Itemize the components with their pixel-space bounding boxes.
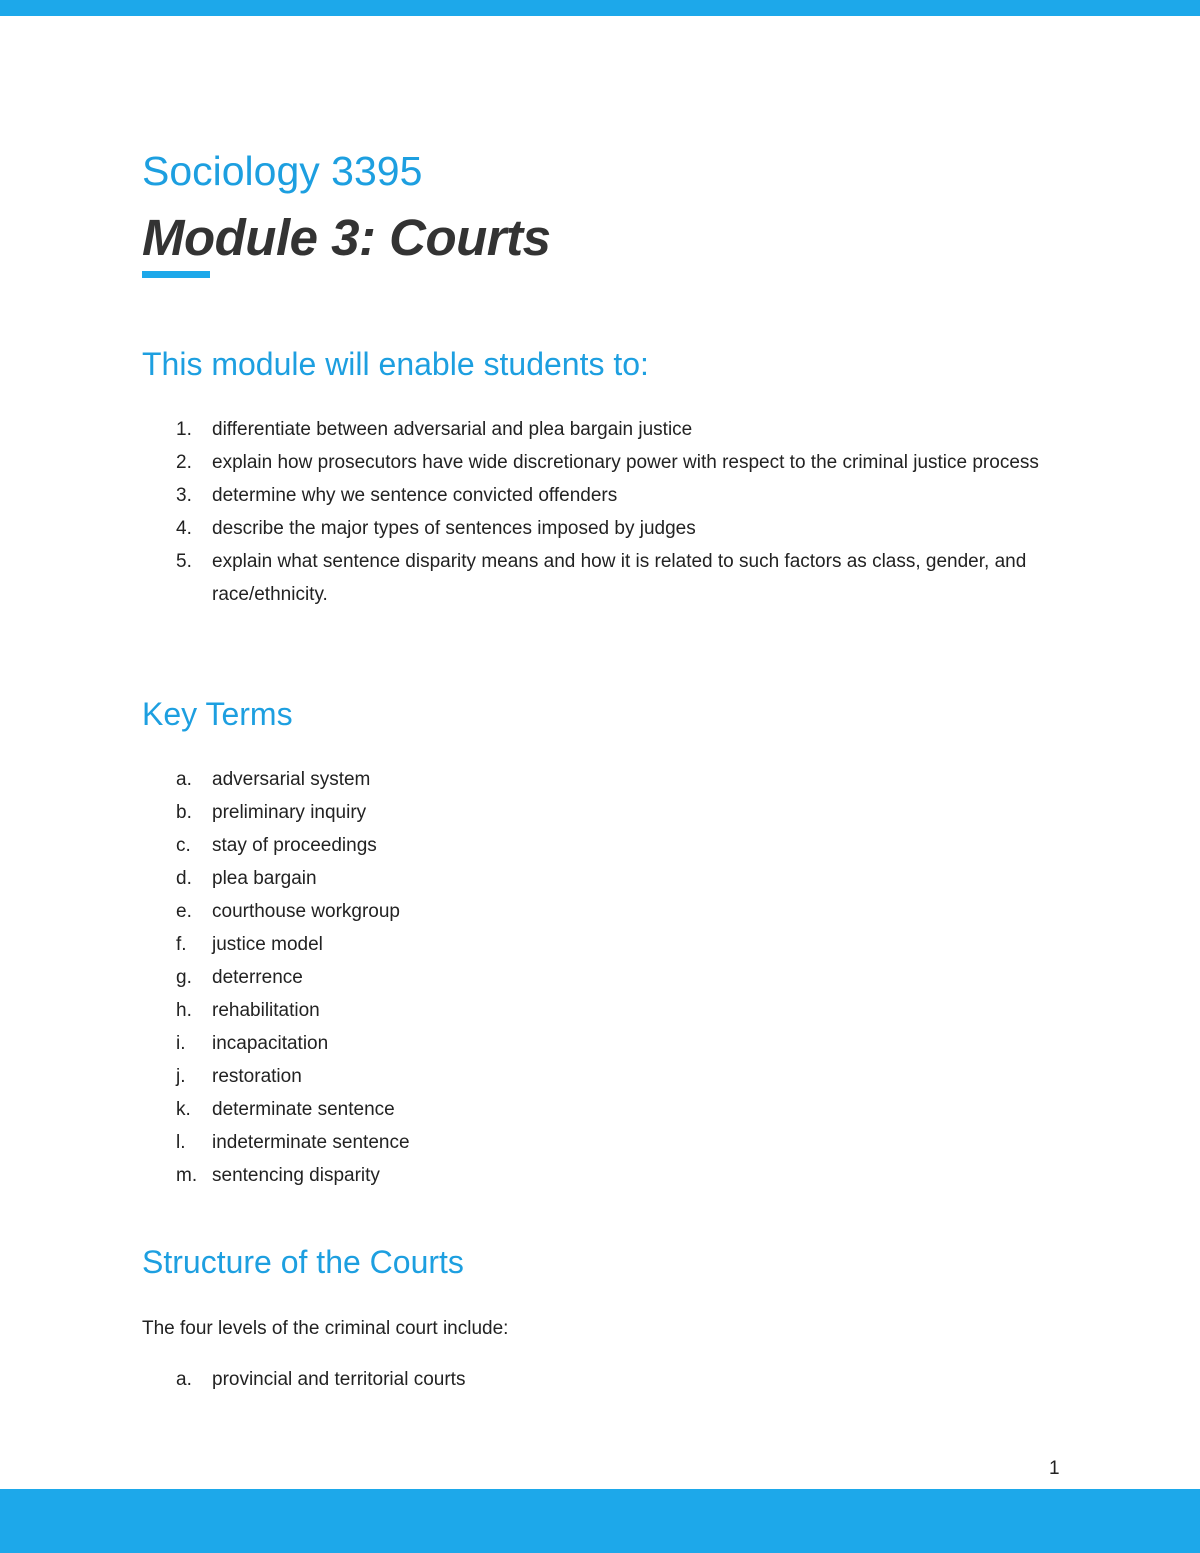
list-item-text: rehabilitation: [212, 1000, 320, 1021]
list-item: [142, 796, 1042, 829]
list-marker: d.: [176, 868, 192, 889]
list-marker: b.: [176, 802, 192, 823]
course-title: Sociology 3395: [142, 148, 423, 194]
module-title: Module 3: Courts: [142, 209, 551, 266]
structure-intro: The four levels of the criminal court include:: [142, 1318, 509, 1339]
list-item-text: preliminary inquiry: [212, 802, 367, 823]
objectives-heading: This module will enable students to:: [142, 346, 649, 382]
list-item-text: determinate sentence: [212, 1099, 395, 1120]
list-item-text: courthouse workgroup: [212, 901, 400, 922]
bottom-accent-bar: [0, 1489, 1200, 1553]
list-marker: 5.: [176, 551, 192, 572]
list-item: [142, 928, 1042, 961]
page-number: 1: [1049, 1458, 1060, 1479]
list-item: [142, 1126, 1042, 1159]
list-marker: c.: [176, 835, 191, 856]
list-item-text: explain what sentence disparity means and how it is related to such factors as class, gender, and race/ethnicity.: [212, 551, 1027, 605]
list-marker: a.: [176, 1369, 192, 1390]
list-item: [142, 862, 1042, 895]
list-marker: e.: [176, 901, 192, 922]
list-marker: f.: [176, 934, 187, 955]
list-marker: l.: [176, 1132, 186, 1153]
list-item-text: incapacitation: [212, 1033, 329, 1054]
list-marker: h.: [176, 1000, 192, 1021]
list-item: [142, 1060, 1042, 1093]
list-marker: k.: [176, 1099, 191, 1120]
list-marker: 2.: [176, 452, 192, 473]
list-item-text: indeterminate sentence: [212, 1132, 410, 1153]
list-item: [142, 1027, 1042, 1060]
structure-heading: Structure of the Courts: [142, 1244, 464, 1280]
list-item: [142, 763, 1042, 796]
list-item-text: provincial and territorial courts: [212, 1369, 466, 1390]
list-item-text: restoration: [212, 1066, 302, 1087]
objectives-list: [142, 413, 1042, 611]
list-item: [142, 479, 1042, 512]
list-item-text: differentiate between adversarial and plea bargain justice: [212, 419, 693, 440]
list-item-text: plea bargain: [212, 868, 317, 889]
key-terms-heading: Key Terms: [142, 696, 293, 732]
list-marker: 3.: [176, 485, 192, 506]
list-item-text: stay of proceedings: [212, 835, 377, 856]
list-item: [142, 446, 1042, 479]
list-marker: a.: [176, 769, 192, 790]
list-item: [142, 512, 1042, 545]
list-item: [142, 1159, 1042, 1192]
list-marker: j.: [176, 1066, 186, 1087]
list-item-text: sentencing disparity: [212, 1165, 380, 1186]
top-accent-bar: [0, 0, 1200, 16]
list-item-text: justice model: [212, 934, 323, 955]
title-underline: [142, 271, 210, 278]
key-terms-list: [142, 763, 1042, 1192]
list-item-text: deterrence: [212, 967, 303, 988]
list-marker: i.: [176, 1033, 186, 1054]
list-item-text: explain how prosecutors have wide discretionary power with respect to the criminal justice process: [212, 452, 1039, 473]
list-item: [142, 545, 1042, 611]
structure-list: [142, 1363, 1042, 1396]
list-marker: m.: [176, 1165, 198, 1186]
list-marker: 4.: [176, 518, 192, 539]
list-item: [142, 1363, 1042, 1396]
list-item-text: adversarial system: [212, 769, 371, 790]
list-item: [142, 829, 1042, 862]
list-item: [142, 961, 1042, 994]
list-item-text: determine why we sentence convicted offenders: [212, 485, 618, 506]
list-item: [142, 895, 1042, 928]
list-item: [142, 413, 1042, 446]
list-item: [142, 1093, 1042, 1126]
list-marker: 1.: [176, 419, 192, 440]
list-item-text: describe the major types of sentences imposed by judges: [212, 518, 696, 539]
list-marker: g.: [176, 967, 192, 988]
list-item: [142, 994, 1042, 1027]
